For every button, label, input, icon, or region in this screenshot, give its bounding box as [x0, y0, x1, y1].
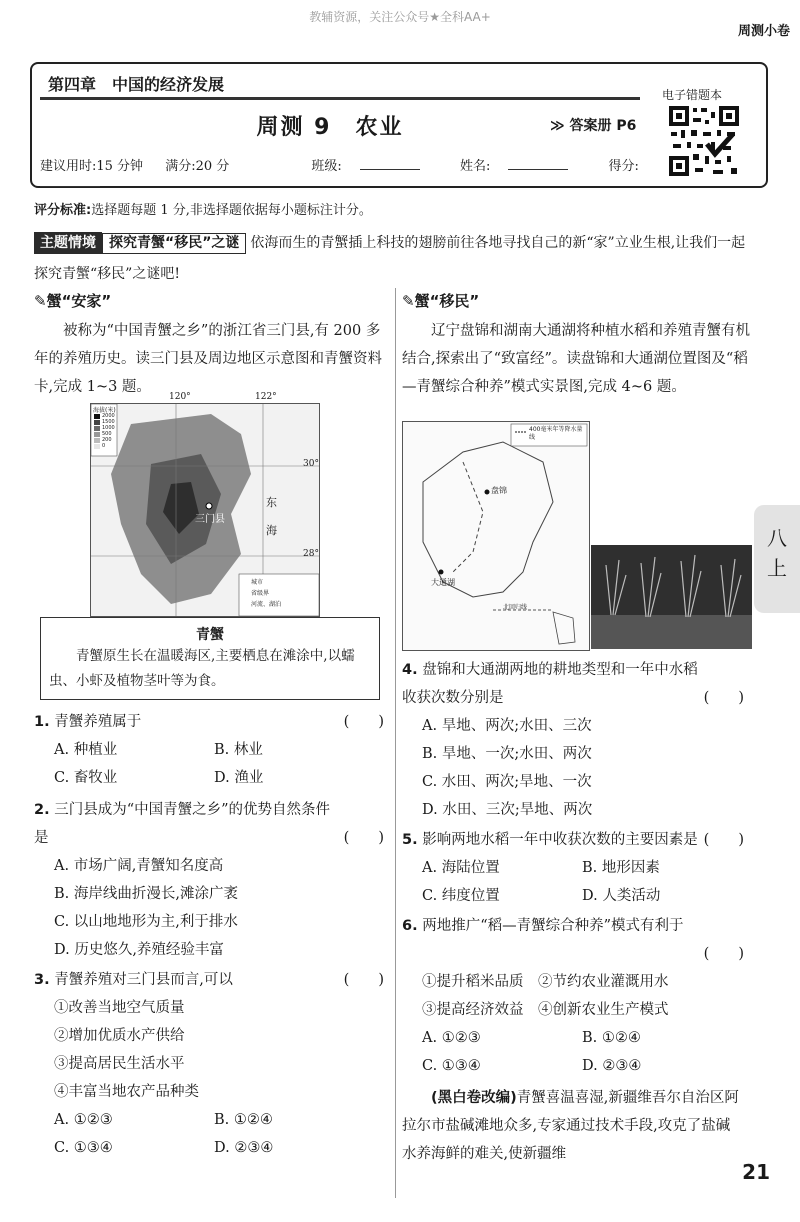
side-tab-line2: 上: [767, 556, 787, 580]
question-5: [402, 826, 744, 854]
q5-options-row2: [402, 882, 744, 910]
q3-item-4: ④丰富当地农产品种类: [54, 1084, 199, 1100]
q1-option-a[interactable]: A. 种植业: [54, 742, 118, 758]
q3-options-row2: [34, 1134, 384, 1162]
theme-text: 依海而生的青蟹插上科技的翅膀前往各地寻找自己的新“家”立业生根,让我们一起探究青蟹“移民”之谜吧!: [34, 235, 746, 282]
q4-option-b[interactable]: B. 旱地、一次;水田、两次: [422, 746, 592, 762]
q6-answer-blank[interactable]: ( ): [703, 946, 744, 962]
q4-num: 4.: [402, 662, 418, 678]
crab-info-card: [40, 617, 380, 700]
question-4: [402, 656, 744, 712]
map-sea-2: 海: [266, 524, 277, 537]
q3-option-d[interactable]: D. ②③④: [214, 1140, 274, 1156]
name-blank[interactable]: [508, 157, 568, 170]
q6-options-row1: [402, 1024, 744, 1052]
q4-stem: 盘锦和大通湖两地的耕地类型和一年中水稻收获次数分别是: [402, 662, 698, 706]
q5-options-row1: [402, 854, 744, 882]
map-legend-1: 2000: [102, 413, 115, 419]
left-heading: [34, 290, 388, 311]
q3-stem: 青蟹养殖对三门县而言,可以: [54, 972, 233, 988]
question-3: [34, 966, 384, 994]
map-rain-legend: 400毫米年等降水量线: [529, 426, 583, 441]
theme-subtitle: 探究青蟹“移民”之谜: [102, 233, 246, 254]
map-lat-30: 30°: [303, 459, 319, 469]
q5-option-a[interactable]: A. 海陆位置: [422, 860, 500, 876]
question-6: [402, 912, 744, 940]
map-lon-122: 122°: [255, 392, 277, 402]
q6-option-c[interactable]: C. ①③④: [422, 1058, 481, 1074]
q3-option-c[interactable]: C. ①③④: [54, 1140, 113, 1156]
sanmen-map: [90, 392, 320, 617]
left-column-top: [34, 290, 388, 401]
class-blank[interactable]: [360, 157, 420, 170]
q3-item-3: ③提高居民生活水平: [54, 1056, 185, 1072]
q2-stem: 三门县成为“中国青蟹之乡”的优势自然条件是: [34, 802, 331, 846]
left-questions: [34, 708, 384, 1162]
top-watermark: 教辅资源，关注公众号★全科AA+: [309, 10, 491, 24]
question-2: [34, 796, 384, 852]
pencil-icon: ✎: [34, 292, 47, 310]
q2-num: 2.: [34, 802, 50, 818]
map-sanmen-label: 三门县: [195, 514, 225, 525]
q3-option-a[interactable]: A. ①②③: [54, 1112, 113, 1128]
chapter-title: 第四章 中国的经济发展: [48, 75, 225, 94]
q5-stem: 影响两地水稻一年中收获次数的主要因素是: [422, 832, 698, 848]
q5-answer-blank[interactable]: ( ): [703, 832, 744, 848]
q5-option-b[interactable]: B. 地形因素: [582, 860, 660, 876]
theme-tag: 主题情境: [34, 232, 102, 254]
left-heading-text: 蟹“安家”: [46, 292, 112, 310]
right-questions: [402, 656, 744, 1168]
q4-answer-blank[interactable]: ( ): [703, 690, 744, 706]
q6-num: 6.: [402, 918, 418, 934]
qr-code-icon[interactable]: [667, 104, 741, 178]
section-tag: 周测小卷: [737, 24, 790, 39]
q5-num: 5.: [402, 832, 418, 848]
rice-field-photo: [591, 545, 752, 649]
left-intro: 被称为“中国青蟹之乡”的浙江省三门县,有 200 多年的养殖历史。读三门县及周边地区示意图和青蟹资料卡,完成 1~3 题。: [34, 323, 382, 395]
qr-label: 电子错题本: [662, 88, 723, 102]
q2-answer-blank[interactable]: ( ): [343, 830, 384, 846]
q1-option-d[interactable]: D. 渔业: [214, 770, 264, 786]
q1-num: 1.: [34, 714, 50, 730]
map-datonghu-label: 大通湖: [431, 578, 455, 587]
q1-stem: 青蟹养殖属于: [54, 714, 142, 730]
q1-answer-blank[interactable]: ( ): [343, 714, 384, 730]
question-1: [34, 708, 384, 736]
q1-options-row2: [34, 764, 384, 792]
q3-item-1: ①改善当地空气质量: [54, 1000, 185, 1016]
chapter-divider: [40, 97, 640, 100]
q6-item-1-2: ①提升稻米品质 ②节约农业灌溉用水: [422, 974, 669, 990]
pencil-icon-right: ✎: [402, 292, 415, 310]
time-label: 建议用时:15 分钟: [40, 159, 144, 174]
got-label: 得分:: [608, 159, 639, 174]
tail-text: 青蟹喜温喜湿,新疆维吾尔自治区阿拉尔市盐碱滩地众多,专家通过技术手段,攻克了盐碱水养海鲜的难关,使新疆维: [402, 1090, 739, 1162]
map-legend-3: 1000: [102, 425, 115, 431]
map-key-1: 城市: [251, 579, 264, 586]
tail-paragraph: [402, 1084, 744, 1168]
page-title: 周测 9 农业: [256, 115, 404, 140]
scoring-label: 评分标准:: [34, 203, 92, 218]
map-key-2: 省级界: [251, 590, 270, 597]
q2-option-d[interactable]: D. 历史悠久,养殖经验丰富: [54, 942, 224, 958]
q6-options-row2: [402, 1052, 744, 1080]
card-text: 青蟹原生长在温暖海区,主要栖息在滩涂中,以蠕虫、小虾及植物茎叶等为食。: [49, 648, 355, 689]
name-label: 姓名:: [459, 159, 491, 174]
q6-option-d[interactable]: D. ②③④: [582, 1058, 642, 1074]
right-heading: [402, 290, 750, 311]
right-heading-text: 蟹“移民”: [414, 292, 480, 310]
map-key-3: 河流、湖泊: [251, 601, 282, 608]
q3-options-row1: [34, 1106, 384, 1134]
score-label: 满分:20 分: [165, 159, 230, 174]
scoring-text: 选择题每题 1 分,非选择题依据每小题标注计分。: [91, 203, 372, 218]
q6-stem: 两地推广“稻—青蟹综合种养”模式有利于: [422, 918, 684, 934]
q3-answer-blank[interactable]: ( ): [343, 972, 384, 988]
map-legend-title: 海拔(米): [93, 407, 116, 414]
map-lat-28: 28°: [303, 549, 319, 559]
tail-source-tag: (黑白卷改编): [431, 1090, 517, 1106]
grade-side-tab: [754, 505, 800, 613]
map-legend-2: 1500: [102, 419, 115, 425]
map-legend-6: 0: [102, 443, 106, 449]
q2-option-a[interactable]: A. 市场广阔,青蟹知名度高: [54, 858, 224, 874]
side-tab-line1: 八: [767, 526, 787, 550]
right-column-top: [402, 290, 750, 401]
map-sea-1: 东: [266, 496, 277, 509]
q3-num: 3.: [34, 972, 50, 988]
class-label: 班级:: [311, 159, 342, 174]
q3-item-2: ②增加优质水产供给: [54, 1028, 185, 1044]
q2-option-b[interactable]: B. 海岸线曲折漫长,滩涂广袤: [54, 886, 238, 902]
q1-options-row1: [34, 736, 384, 764]
q2-option-c[interactable]: C. 以山地地形为主,利于排水: [54, 914, 238, 930]
theme-intro: [34, 228, 754, 290]
got-blank[interactable]: [40, 174, 100, 187]
q5-option-c[interactable]: C. 纬度位置: [422, 888, 500, 904]
right-intro: 辽宁盘锦和湖南大通湖将种植水稻和养殖青蟹有机结合,探索出了“致富经”。读盘锦和大通湖位置图及“稻—青蟹综合种养”模式实景图,完成 4~6 题。: [402, 323, 750, 395]
q4-option-c[interactable]: C. 水田、两次;旱地、一次: [422, 774, 592, 790]
map-legend-5: 200: [102, 437, 112, 443]
q6-option-a[interactable]: A. ①②③: [422, 1030, 481, 1046]
q6-item-3-4: ③提高经济效益 ④创新农业生产模式: [422, 1002, 669, 1018]
q6-option-b[interactable]: B. ①②④: [582, 1030, 641, 1046]
q1-option-b[interactable]: B. 林业: [214, 742, 263, 758]
q5-option-d[interactable]: D. 人类活动: [582, 888, 661, 904]
map-tropic-label: 北回归线: [503, 604, 528, 611]
q4-option-a[interactable]: A. 旱地、两次;水田、三次: [422, 718, 592, 734]
card-title: 青蟹: [196, 627, 224, 643]
scoring-standard: [34, 199, 372, 218]
q1-option-c[interactable]: C. 畜牧业: [54, 770, 118, 786]
map-panjin-label: 盘锦: [491, 486, 507, 495]
q4-option-d[interactable]: D. 水田、三次;旱地、两次: [422, 802, 593, 818]
q3-option-b[interactable]: B. ①②④: [214, 1112, 273, 1128]
answer-reference: ≫ 答案册 P6: [550, 118, 637, 134]
map-legend-4: 500: [102, 431, 112, 437]
map-lon-120: 120°: [169, 392, 191, 402]
page-number: 21: [742, 1160, 770, 1184]
info-row: [40, 155, 660, 191]
china-location-map: [402, 421, 590, 651]
column-divider: [395, 288, 396, 1198]
